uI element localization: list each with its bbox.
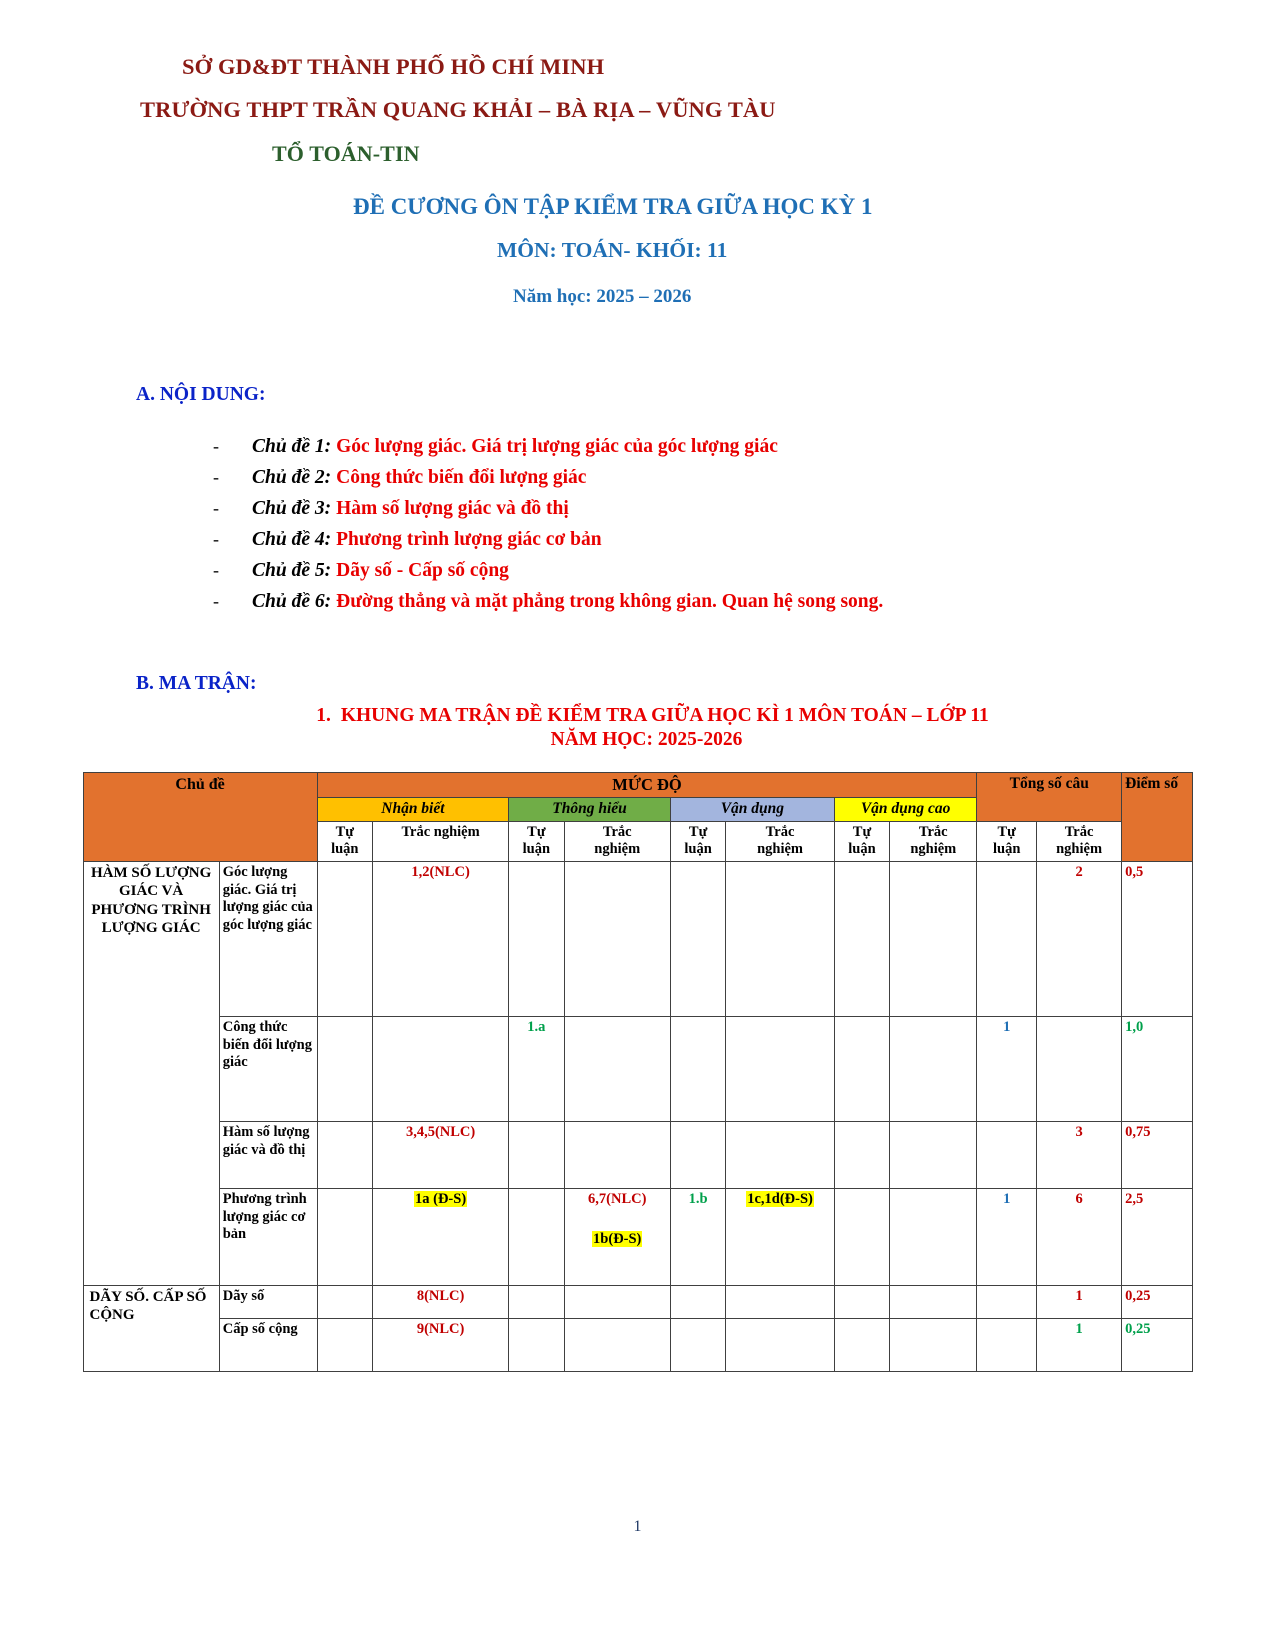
group-name-2: DÃY SỐ. CẤP SỐ CỘNG [83,1285,219,1371]
cell-th-tn [564,1016,670,1121]
highlighted-value: 1b(Đ-S) [593,1230,642,1247]
school-year: Năm học: 2025 – 2026 [513,285,692,307]
cell-vd-tl: 1.b [670,1188,725,1285]
cell-tong-tn [1037,1016,1122,1121]
table-row [83,1318,1192,1371]
topic-value: Phương trình lượng giác cơ bản [336,528,602,550]
topic-key: Chủ đề 1: [252,435,332,457]
subheader-th-tracnghiem: Trắc nghiệm [564,821,670,861]
subheader-tong-tracnghiem: Trắc nghiệm [1037,821,1122,861]
header-tongsocau: Tổng số câu [977,772,1122,821]
matrix-title-line2: NĂM HỌC: 2025-2026 [550,728,743,750]
cell-th-tl [509,1121,564,1188]
topic-value: Dãy số - Cấp số cộng [336,559,509,581]
cell-vd-tl [670,1285,725,1318]
cell-nb-tn: 3,4,5(NLC) [372,1121,508,1188]
level-van-dung: Vận dụng [670,797,834,821]
cell-vd-tl [670,861,725,1016]
bullet-dash: - [213,435,219,456]
department-group: TỔ TOÁN-TIN [272,141,420,166]
cell-vd-tn [726,1318,835,1371]
list-item [213,591,1275,613]
document-header [0,0,1275,306]
highlighted-value: 1a (Đ-S) [415,1190,467,1207]
table-header-row [83,772,1192,797]
cell-tong-tn: 6 [1037,1188,1122,1285]
cell-vd-tn [726,1188,835,1285]
row-topic: Phương trình lượng giác cơ bản [219,1188,317,1285]
level-nhan-biet: Nhận biết [317,797,509,821]
cell-nb-tl [317,1285,372,1318]
subheader-vd-tuluan: Tự luận [670,821,725,861]
header-diemso: Điểm số [1122,772,1192,861]
level-van-dung-cao: Vận dụng cao [834,797,977,821]
cell-vdc-tl [834,1285,889,1318]
row-topic: Hàm số lượng giác và đồ thị [219,1121,317,1188]
cell-th-tn-line1: 6,7(NLC) [588,1190,647,1207]
cell-vd-tn [726,1285,835,1318]
cell-vd-tn [726,1016,835,1121]
bullet-dash: - [213,528,219,549]
cell-nb-tn: 1,2(NLC) [372,861,508,1016]
cell-th-tl [509,1318,564,1371]
header-mucdo: MỨC ĐỘ [317,772,977,797]
list-item [213,498,1275,520]
table-row [83,861,1192,1016]
section-b-heading: B. MA TRẬN: [136,672,257,694]
cell-th-tn [564,1121,670,1188]
subheader-vdc-tracnghiem: Trắc nghiệm [890,821,977,861]
cell-vdc-tn [890,1188,977,1285]
cell-diem: 1,0 [1122,1016,1192,1121]
table-row [83,1188,1192,1285]
list-item [213,436,1275,458]
table-row [83,1285,1192,1318]
cell-diem: 0,25 [1122,1285,1192,1318]
matrix-title-block [0,705,1275,751]
cell-th-tn [564,1285,670,1318]
cell-vd-tn [726,1121,835,1188]
section-a-heading: A. NỘI DUNG: [136,383,266,405]
topic-value: Công thức biến đổi lượng giác [336,466,587,488]
cell-th-tl [509,861,564,1016]
topic-key: Chủ đề 3: [252,497,332,519]
cell-vdc-tl [834,1121,889,1188]
cell-vdc-tn [890,1016,977,1121]
row-topic: Cấp số cộng [219,1318,317,1371]
topic-key: Chủ đề 5: [252,559,332,581]
bullet-dash: - [213,497,219,518]
cell-vdc-tn [890,1121,977,1188]
bullet-dash: - [213,559,219,580]
matrix-title-line1 [30,705,1275,727]
cell-th-tn [564,1318,670,1371]
topic-value: Đường thẳng và mặt phẳng trong không gian. Quan hệ song song. [336,590,884,612]
cell-nb-tl [317,1016,372,1121]
subheader-nb-tuluan: Tự luận [317,821,372,861]
cell-nb-tn [372,1016,508,1121]
group-name-1: HÀM SỐ LƯỢNG GIÁC VÀ PHƯƠNG TRÌNH LƯỢNG GIÁC [83,861,219,1285]
row-topic: Góc lượng giác. Giá trị lượng giác của góc lượng giác [219,861,317,1016]
cell-vdc-tl [834,1188,889,1285]
bullet-dash: - [213,590,219,611]
department-name: SỞ GD&ĐT THÀNH PHỐ HỒ CHÍ MINH [182,54,605,79]
cell-vd-tl [670,1318,725,1371]
cell-diem: 0,25 [1122,1318,1192,1371]
cell-vdc-tn [890,1318,977,1371]
cell-tong-tn: 3 [1037,1121,1122,1188]
cell-diem: 0,5 [1122,861,1192,1016]
cell-tong-tl [977,1318,1037,1371]
topic-list [213,436,1275,613]
cell-tong-tn: 2 [1037,861,1122,1016]
list-item [213,467,1275,489]
cell-nb-tn: 8(NLC) [372,1285,508,1318]
level-thong-hieu: Thông hiểu [509,797,671,821]
highlighted-value: 1c,1d(Đ-S) [747,1190,813,1207]
topic-key: Chủ đề 6: [252,590,332,612]
cell-vdc-tl [834,861,889,1016]
subject-grade: MÔN: TOÁN- KHỐI: 11 [497,238,728,262]
cell-nb-tn [372,1188,508,1285]
row-topic: Công thức biến đổi lượng giác [219,1016,317,1121]
matrix-table [83,772,1193,1372]
header-chude: Chủ đề [83,772,317,861]
subheader-vd-tracnghiem: Trắc nghiệm [726,821,835,861]
row-topic: Dãy số [219,1285,317,1318]
cell-diem: 0,75 [1122,1121,1192,1188]
topic-key: Chủ đề 2: [252,466,332,488]
subheader-vdc-tuluan: Tự luận [834,821,889,861]
cell-tong-tl [977,1285,1037,1318]
bullet-dash: - [213,466,219,487]
subheader-th-tuluan: Tự luận [509,821,564,861]
matrix-title-text: KHUNG MA TRẬN ĐỀ KIỂM TRA GIỮA HỌC KÌ 1 MÔN TOÁN – LỚP 11 [340,704,989,726]
cell-th-tl [509,1188,564,1285]
cell-th-tl [509,1285,564,1318]
school-name: TRƯỜNG THPT TRẦN QUANG KHẢI – BÀ RỊA – VŨNG TÀU [140,96,776,122]
subheader-tong-tuluan: Tự luận [977,821,1037,861]
table-row [83,1121,1192,1188]
cell-vdc-tl [834,1016,889,1121]
cell-vdc-tn [890,861,977,1016]
cell-nb-tl [317,1188,372,1285]
cell-vdc-tn [890,1285,977,1318]
cell-nb-tl [317,861,372,1016]
cell-vd-tn [726,861,835,1016]
list-item [213,560,1275,582]
page-number: 1 [633,1518,642,1535]
table-row [83,1016,1192,1121]
subheader-nb-tracnghiem: Trắc nghiệm [372,821,508,861]
cell-th-tl: 1.a [509,1016,564,1121]
topic-value: Hàm số lượng giác và đồ thị [336,497,569,519]
cell-nb-tl [317,1318,372,1371]
cell-tong-tn: 1 [1037,1318,1122,1371]
cell-nb-tn: 9(NLC) [372,1318,508,1371]
cell-diem: 2,5 [1122,1188,1192,1285]
topic-value: Góc lượng giác. Giá trị lượng giác của góc lượng giác [336,435,778,457]
cell-tong-tl: 1 [977,1188,1037,1285]
cell-vd-tl [670,1121,725,1188]
cell-vdc-tl [834,1318,889,1371]
matrix-item-number: 1. [316,704,331,726]
cell-th-tn [564,861,670,1016]
cell-tong-tl [977,861,1037,1016]
cell-tong-tl: 1 [977,1016,1037,1121]
cell-th-tn [564,1188,670,1285]
document-title: ĐỀ CƯƠNG ÔN TẬP KIỂM TRA GIỮA HỌC KỲ 1 [353,194,873,219]
cell-vd-tl [670,1016,725,1121]
cell-nb-tl [317,1121,372,1188]
cell-tong-tn: 1 [1037,1285,1122,1318]
topic-key: Chủ đề 4: [252,528,332,550]
cell-tong-tl [977,1121,1037,1188]
list-item [213,529,1275,551]
